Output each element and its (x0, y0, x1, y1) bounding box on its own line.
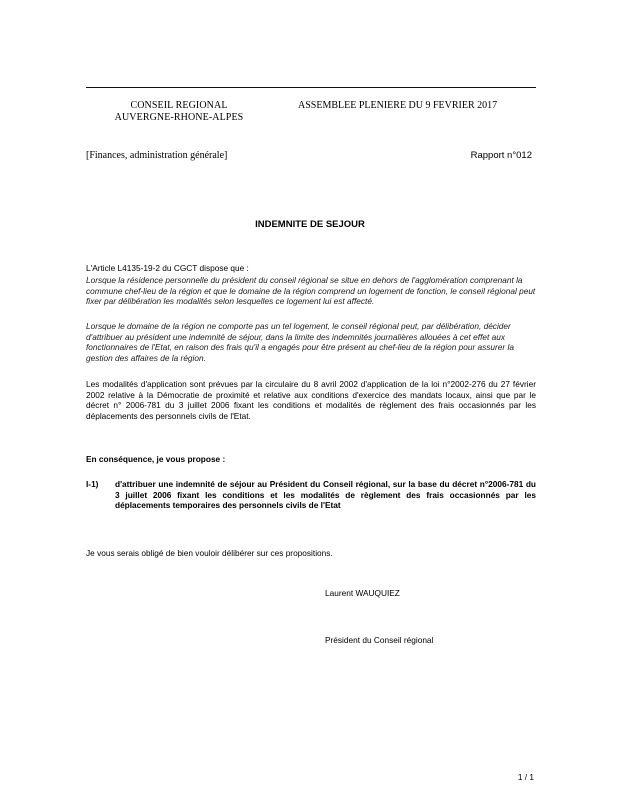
consequence-heading: En conséquence, je vous propose : (86, 454, 226, 464)
report-number: Rapport n°012 (470, 150, 532, 161)
organization-block (96, 100, 262, 124)
proposal-text: d'attribuer une indemnité de séjour au Président du Conseil régional, sur la base du décret n°2006-781 du 3 juillet 2006 fixant les conditions et les modalités de règlement des frais occasionnés par les déplacements temporaires des personnels civils de l'Etat (115, 479, 536, 511)
quoted-paragraph-2: Lorsque le domaine de la région ne comporte pas un tel logement, le conseil régional peut, par délibération, décider d'attribuer au président une indemnité de séjour, dans la limite des indemnités journalières allouées à cet effet aux fonctionnaires de l'Etat, en raison des frais qu'il a engagés pour être présent au chef-lieu de la région pour assurer la gestion des affaires de la région. (86, 321, 514, 363)
modalities-paragraph: Les modalités d'application sont prévues par la circulaire du 8 avril 2002 d'application de la loi n°2002-276 du 27 février 2002 relative à la Démocratie de proximité et relative aux conditions d'exercice des mandats locaux, ainsi que par le décret n° 2006-781 du 3 juillet 2006 fixant les conditions et modalités de règlement des frais occasionnés par les déplacements des personnels civils de l'Etat. (86, 379, 536, 421)
organization-region: AUVERGNE-RHONE-ALPES (114, 112, 244, 123)
proposal-number: I-1) (86, 479, 99, 489)
quoted-paragraph-1: Lorsque la résidence personnelle du président du conseil régional se situe en dehors de l'agglomération comprenant la commune chef-lieu de la région et que le domaine de la région comprend un logement de fonction, le conseil régional peut fixer par délibération les modalités selon lesquelles ce logement lui est affecté. (86, 275, 536, 307)
closing-sentence: Je vous serais obligé de bien vouloir délibérer sur ces propositions. (86, 548, 333, 558)
intro-paragraph: L'Article L4135-19-2 du CGCT dispose que : (86, 263, 249, 273)
signer-name: Laurent WAUQUIEZ (325, 588, 400, 598)
session-title: ASSEMBLEE PLENIERE DU 9 FEVRIER 2017 (298, 100, 498, 111)
document-title: INDEMNITE DE SEJOUR (255, 219, 365, 230)
organization-name: CONSEIL REGIONAL (130, 100, 228, 111)
page-number: 1 / 1 (517, 772, 534, 782)
category-label: [Finances, administration générale] (86, 150, 228, 161)
header-rule (86, 87, 536, 88)
signer-title: Président du Conseil régional (325, 635, 434, 645)
